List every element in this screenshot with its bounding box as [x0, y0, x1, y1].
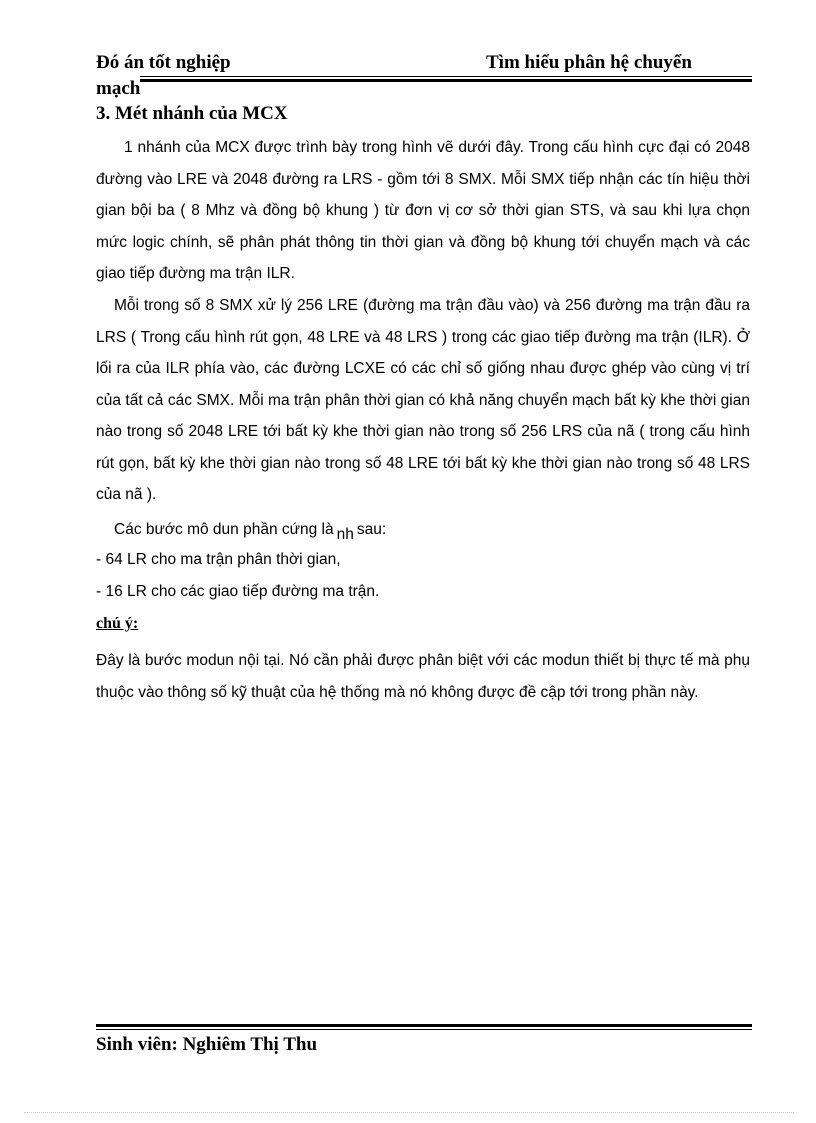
steps-intro-text: Các bước mô dun phần cứng là [114, 521, 334, 538]
steps-intro-sub: nh [336, 526, 354, 543]
list-item: - 16 LR cho các giao tiếp đường ma trận. [96, 583, 380, 600]
header-rule-thin [140, 76, 752, 77]
footer-rule-thick [96, 1024, 752, 1027]
footer-rule-thin [96, 1029, 752, 1030]
header-thesis-label: Đó án tốt nghiệp [96, 52, 231, 73]
paragraph-1: 1 nhánh của MCX được trình bày trong hình vẽ dưới đây. Trong cấu hình cực đại có 2048 đường vào LRE và 2048 đường ra LRS - gồm tới 8 SMX. Mỗi SMX tiếp nhận các tín hiệu thời gian bội ba ( 8 Mhz và đồng bộ khung ) từ đơn vị cơ sở thời gian STS, và sau khi lựa chọn mức logic chính, sẽ phân phát thông tin thời gian và đồng bộ khung tới chuyển mạch và các giao tiếp đường ma trận ILR. [96, 139, 750, 282]
steps-intro-end: sau: [356, 521, 387, 538]
note-text: Đây là bước modun nội tại. Nó cần phải được phân biệt với các modun thiết bị thực tế mà phụ thuộc vào thông số kỹ thuật của hệ thống mà nó không được đề cập tới trong phần này. [96, 652, 750, 701]
steps-intro [114, 521, 387, 543]
section-title: 3. Mét nhánh của MCX [96, 103, 288, 124]
header-topic-continuation: mạch [96, 78, 141, 99]
page-edge-divider [24, 1112, 794, 1113]
paragraph-2: Mỗi trong số 8 SMX xử lý 256 LRE (đường ma trận đầu vào) và 256 đường ma trận đầu ra LRS ( Trong cấu hình rút gọn, 48 LRE và 48 LRS ) trong các giao tiếp đường ma trận (ILR). Ở lối ra của ILR phía vào, các đường LCXE có các chỉ số giống nhau được ghép vào cùng vị trí của tất cả các SMX. Mỗi ma trận phân thời gian có khả năng chuyển mạch bất kỳ khe thời gian nào trong số 2048 LRE tới bất kỳ khe thời gian nào trong số 256 LRS của nã ( trong cấu hình rút gọn, bất kỳ khe thời gian nào trong số 48 LRE tới bất kỳ khe thời gian nào trong số 48 LRS của nã ). [96, 297, 750, 503]
header-rule-thick [140, 79, 752, 82]
note-label: chú ý: [96, 615, 139, 632]
footer-student-name: Sinh viên: Nghiêm Thị Thu [96, 1034, 318, 1055]
list-item: - 64 LR cho ma trận phân thời gian, [96, 551, 341, 568]
header-topic-label: Tìm hiểu phân hệ chuyển [486, 52, 692, 73]
